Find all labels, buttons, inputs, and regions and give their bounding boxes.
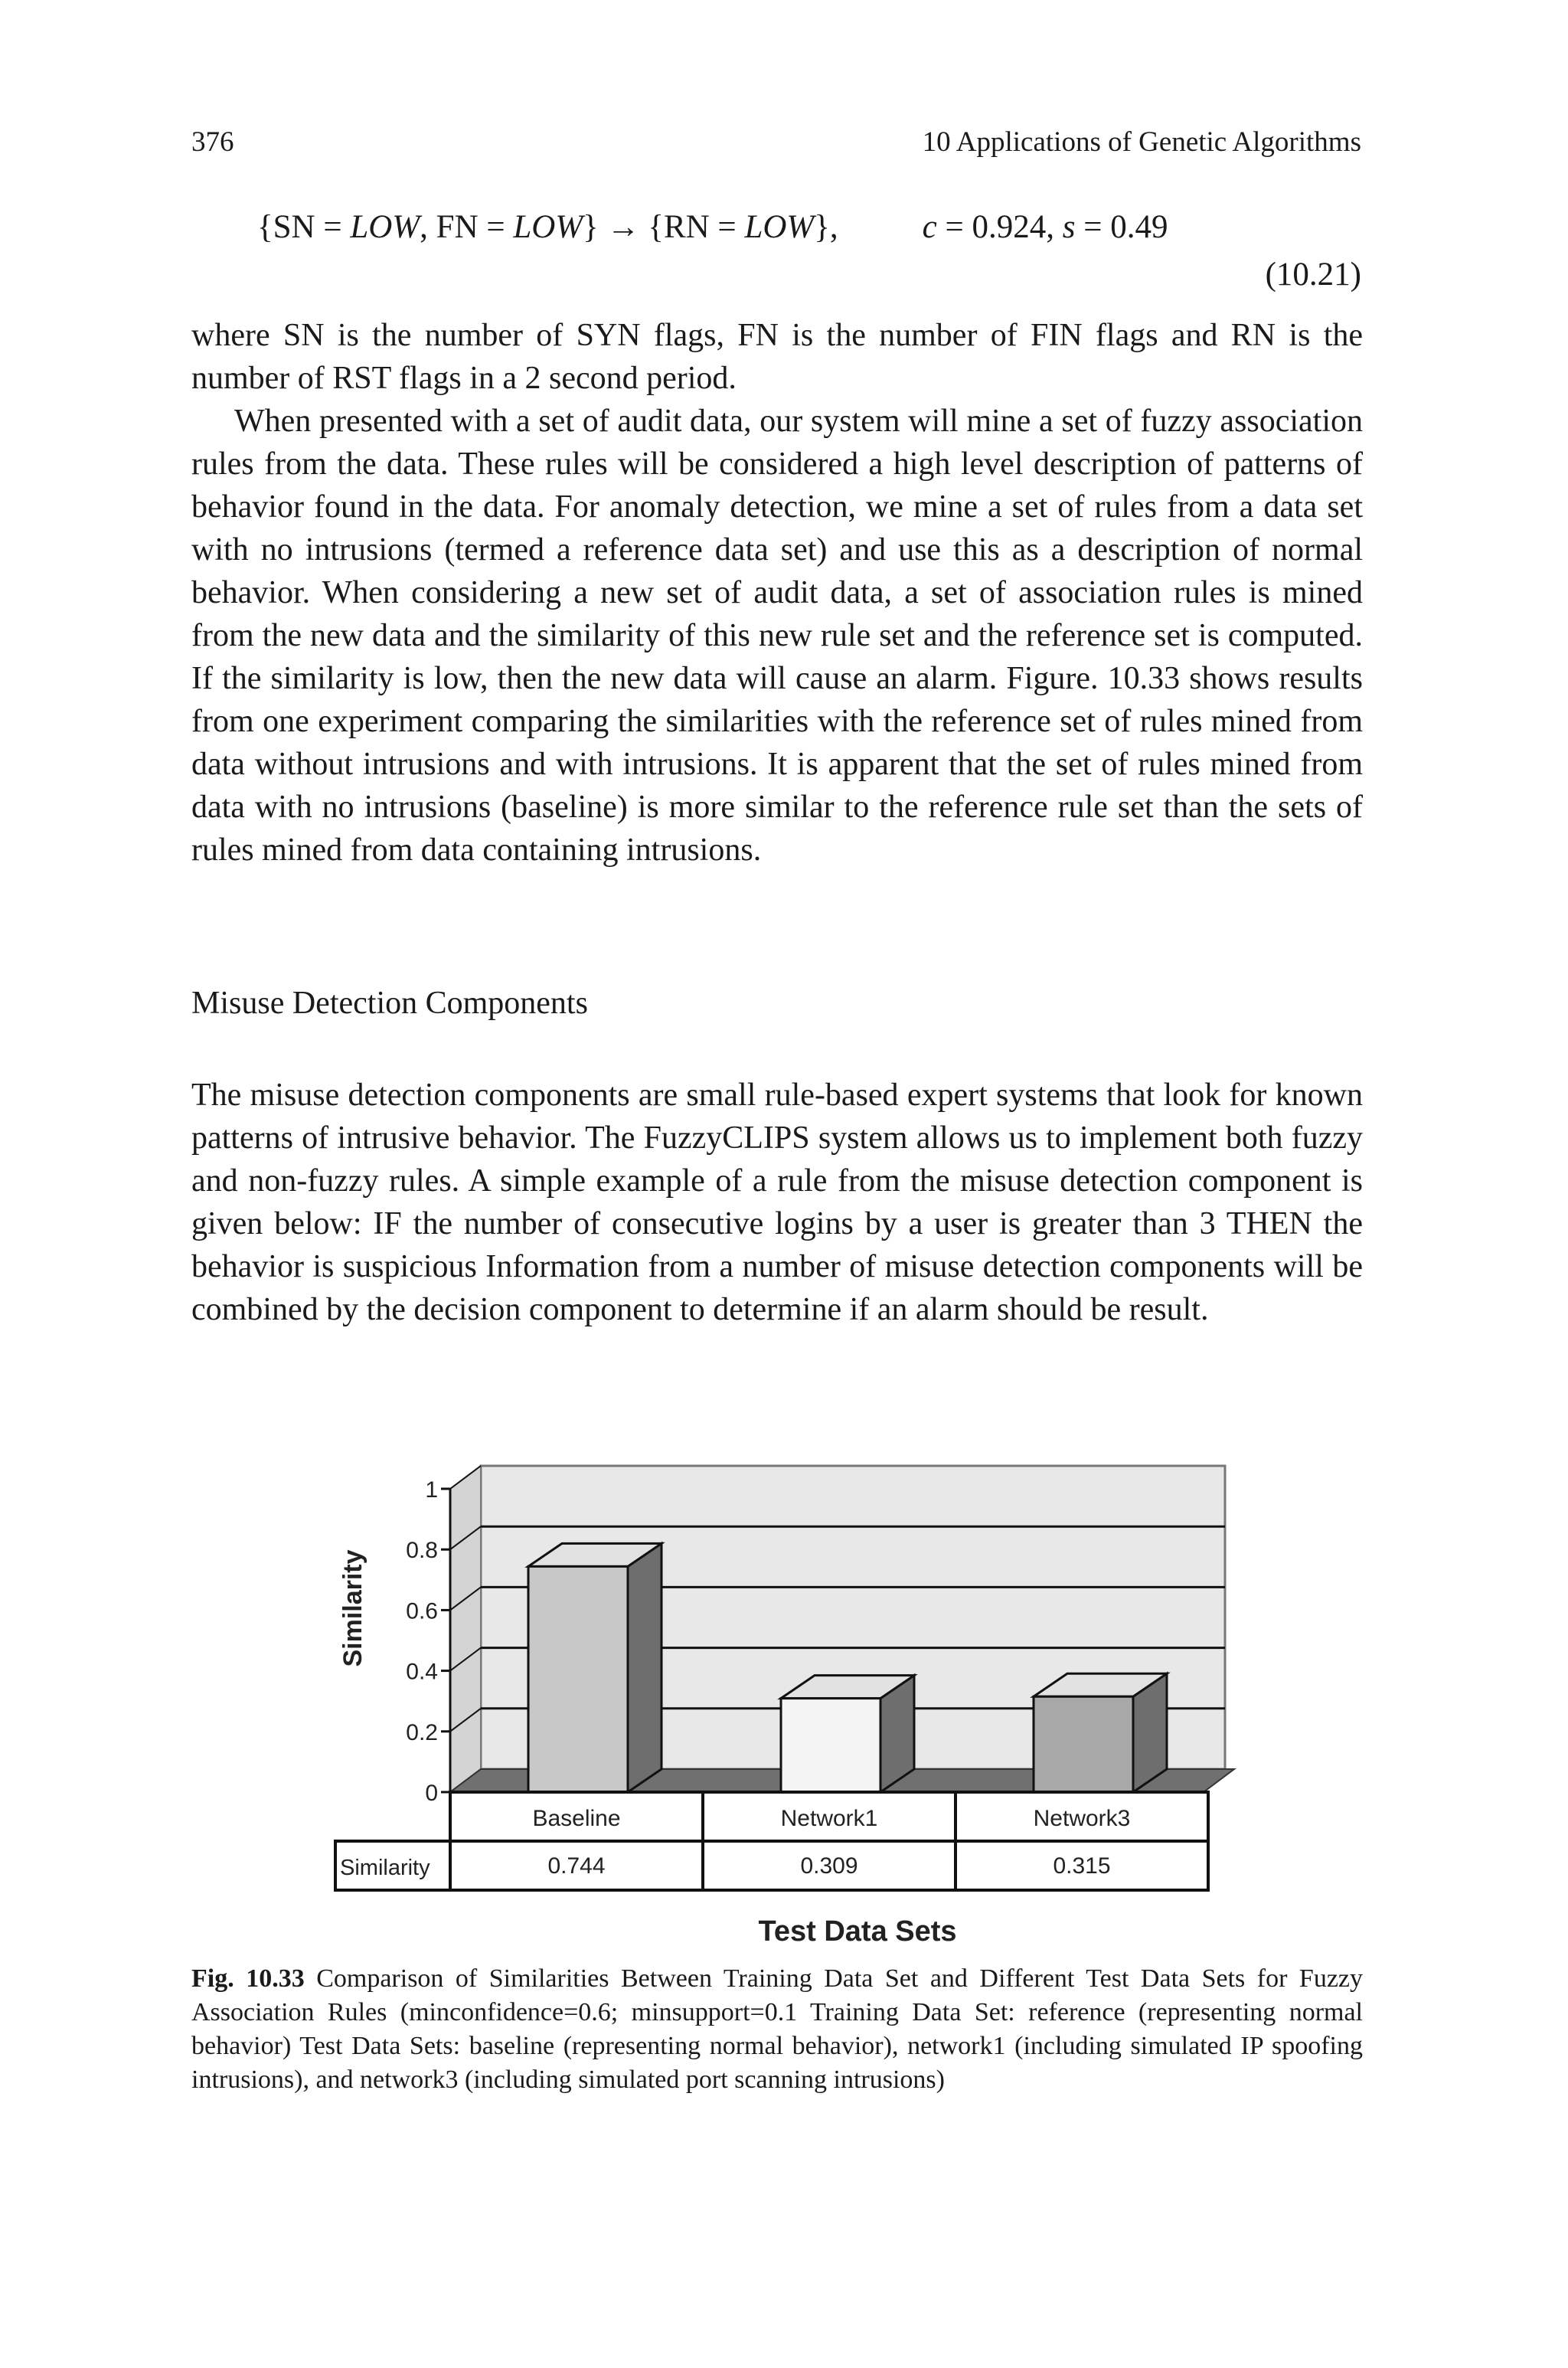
bar-baseline: [528, 1543, 662, 1792]
eq-lhs-a: {SN =: [257, 209, 351, 245]
paragraph-anomaly-detection: When presented with a set of audit data, our system will mine a set of fuzzy association rules from the data. These rules will be considered a high level description of patterns of behavior found in the data. For anomaly detection, we mine a set of rules from a data set with no intrusions (termed a reference data set) and use this as a description of normal behavior. When considering a new set of audit data, a set of association rules is mined from the new data and the similarity of this new rule set and the reference set is computed. If the similarity is low, then the new data will cause an alarm. Figure. 10.33 shows results from one experiment comparing the similarities with the reference set of rules mined from data without intrusions and with intrusions. It is apparent that the set of rules mined from data with no intrusions (baseline) is more similar to the reference rule set than the sets of rules mined from data containing intrusions.: [191, 404, 1363, 868]
y-tick-label: 0.4: [406, 1659, 438, 1685]
eq-low-1: LOW: [350, 209, 420, 245]
category-label: Network1: [780, 1806, 878, 1831]
eq-low-3: LOW: [744, 209, 815, 245]
bar-network3: [1034, 1673, 1167, 1792]
bar-front-face: [528, 1566, 628, 1792]
data-value-label: 0.744: [547, 1853, 606, 1879]
equation-number: (10.21): [1265, 257, 1361, 293]
equation: [257, 208, 1168, 246]
caption-label: Fig. 10.33: [191, 1964, 305, 1993]
caption-text: Comparison of Similarities Between Training Data Set and Different Test Data Sets for Fuzzy Association Rules (minconfidence=0.6; minsupport=0.1 Training Data Set: reference (representing normal behavior) Test Data Sets: baseline (representing normal behavior), network1 (including simulated IP spoofing intrusions), and network3 (including simulated port scanning intrusions): [191, 1964, 1363, 2094]
bar-front-face: [781, 1699, 880, 1792]
eq-c-label: c: [922, 209, 937, 245]
data-value-label: 0.315: [1053, 1853, 1111, 1879]
eq-s-value: = 0.49: [1075, 209, 1168, 245]
bar-front-face: [1034, 1696, 1133, 1792]
page-number: 376: [191, 126, 234, 158]
category-label: Network3: [1033, 1806, 1131, 1831]
y-tick-label: 0.6: [406, 1598, 438, 1624]
y-axis-label: Similarity: [338, 1549, 368, 1667]
y-tick-label: 0.2: [406, 1719, 438, 1745]
running-title: 10 Applications of Genetic Algorithms: [922, 126, 1361, 158]
chart-y-axis: [406, 1477, 450, 1806]
data-value-label: 0.309: [800, 1853, 858, 1879]
similarity-bar-chart: [322, 1455, 1256, 1961]
eq-arrow: } → {RN =: [583, 209, 745, 245]
eq-c-value: = 0.924,: [936, 209, 1063, 245]
side-wall-panel: [450, 1466, 481, 1792]
bar-side-face: [628, 1543, 662, 1792]
table-row-label: Similarity: [340, 1856, 430, 1880]
paragraph-definitions: where SN is the number of SYN flags, FN is the number of FIN flags and RN is the number of RST flags in a 2 second period.: [191, 318, 1363, 396]
section-heading: Misuse Detection Components: [191, 986, 588, 1021]
eq-rhs-end: },: [814, 209, 838, 245]
eq-lhs-b: , FN =: [420, 209, 514, 245]
paragraph-misuse-detection: The misuse detection components are small rule-based expert systems that look for known patterns of intrusive behavior. The FuzzyCLIPS system allows us to implement both fuzzy and non-fuzzy rules. A simple example of a rule from the misuse detection component is given below: IF the number of consecutive logins by a user is greater than 3 THEN the behavior is suspicious Information from a number of misuse detection components will be combined by the decision component to determine if an alarm should be result.: [191, 1078, 1363, 1327]
category-label: Baseline: [532, 1806, 621, 1831]
x-axis-label: Test Data Sets: [758, 1915, 957, 1948]
y-tick-label: 1: [425, 1477, 438, 1503]
eq-s-label: s: [1062, 209, 1076, 245]
y-tick-label: 0.8: [406, 1538, 438, 1564]
chart-data-table: [335, 1792, 1208, 1890]
y-tick-label: 0: [425, 1781, 438, 1806]
figure-caption: [191, 1962, 1363, 2097]
bar-network1: [781, 1676, 914, 1792]
eq-low-2: LOW: [513, 209, 583, 245]
